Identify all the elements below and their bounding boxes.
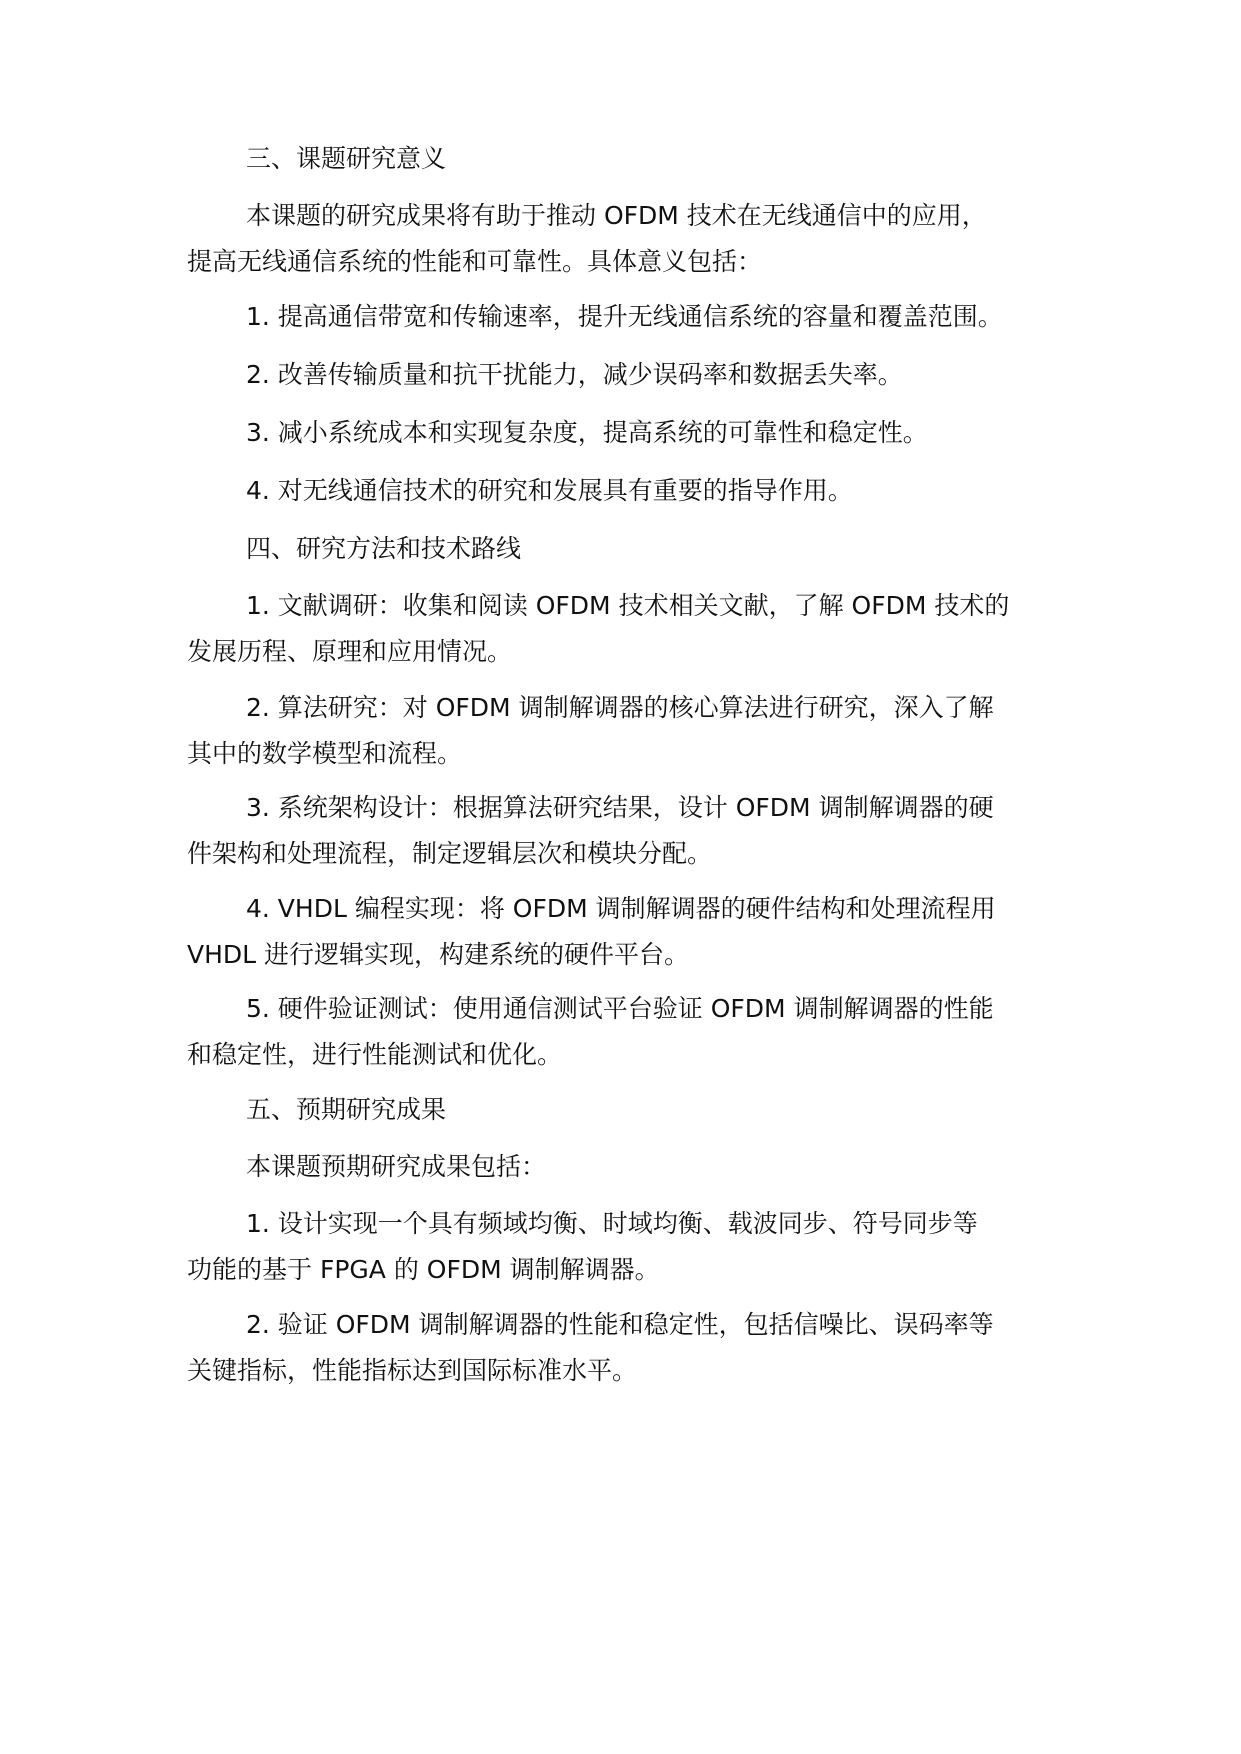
text-line: 和稳定性，进行性能测试和优化。	[187, 1040, 563, 1069]
section-heading-methods	[187, 526, 1067, 572]
list-item-significance-1	[187, 294, 1067, 340]
text-line: 2. 算法研究：对 OFDM 调制解调器的核心算法进行研究，深入了解	[246, 693, 994, 722]
text-line: 功能的基于 FPGA 的 OFDM 调制解调器。	[187, 1255, 660, 1284]
section-heading-significance	[187, 136, 1067, 182]
text-line: 五、预期研究成果	[246, 1095, 447, 1124]
list-item-significance-4	[187, 468, 1067, 514]
list-item-significance-3	[187, 410, 1067, 456]
text-line: 3. 系统架构设计：根据算法研究结果，设计 OFDM 调制解调器的硬	[246, 793, 994, 822]
text-line: VHDL 进行逻辑实现，构建系统的硬件平台。	[187, 940, 690, 969]
list-item-methods-5	[187, 986, 1067, 1078]
text-line: 3. 减小系统成本和实现复杂度，提高系统的可靠性和稳定性。	[246, 418, 928, 447]
text-line: 1. 提高通信带宽和传输速率，提升无线通信系统的容量和覆盖范围。	[246, 302, 1003, 331]
text-line: 本课题预期研究成果包括：	[246, 1152, 547, 1181]
paragraph-significance-intro	[187, 193, 1067, 285]
text-line: 1. 设计实现一个具有频域均衡、时域均衡、载波同步、符号同步等	[246, 1209, 978, 1238]
list-item-methods-2	[187, 685, 1067, 777]
text-line: 2. 验证 OFDM 调制解调器的性能和稳定性，包括信噪比、误码率等	[246, 1310, 994, 1339]
list-item-outcomes-1	[187, 1201, 1067, 1293]
list-item-methods-4	[187, 886, 1067, 978]
text-line: 三、课题研究意义	[246, 144, 447, 173]
text-line: 1. 文献调研：收集和阅读 OFDM 技术相关文献，了解 OFDM 技术的	[246, 591, 1010, 620]
text-line: 其中的数学模型和流程。	[187, 739, 463, 768]
list-item-significance-2	[187, 352, 1067, 398]
text-line: 2. 改善传输质量和抗干扰能力，减少误码率和数据丢失率。	[246, 360, 903, 389]
list-item-methods-1	[187, 583, 1067, 675]
text-line: 4. 对无线通信技术的研究和发展具有重要的指导作用。	[246, 476, 853, 505]
text-line: 本课题的研究成果将有助于推动 OFDM 技术在无线通信中的应用，	[246, 201, 987, 230]
text-line: 关键指标，性能指标达到国际标准水平。	[187, 1356, 638, 1385]
text-line: 5. 硬件验证测试：使用通信测试平台验证 OFDM 调制解调器的性能	[246, 994, 994, 1023]
section-heading-outcomes	[187, 1087, 1067, 1133]
list-item-outcomes-2	[187, 1302, 1067, 1394]
text-line: 四、研究方法和技术路线	[246, 534, 522, 563]
text-line: 件架构和处理流程，制定逻辑层次和模块分配。	[187, 839, 713, 868]
paragraph-outcomes-intro	[187, 1144, 1067, 1190]
text-line: 提高无线通信系统的性能和可靠性。具体意义包括：	[187, 247, 763, 276]
text-line: 4. VHDL 编程实现：将 OFDM 调制解调器的硬件结构和处理流程用	[246, 894, 996, 923]
text-line: 发展历程、原理和应用情况。	[187, 637, 513, 666]
list-item-methods-3	[187, 785, 1067, 877]
